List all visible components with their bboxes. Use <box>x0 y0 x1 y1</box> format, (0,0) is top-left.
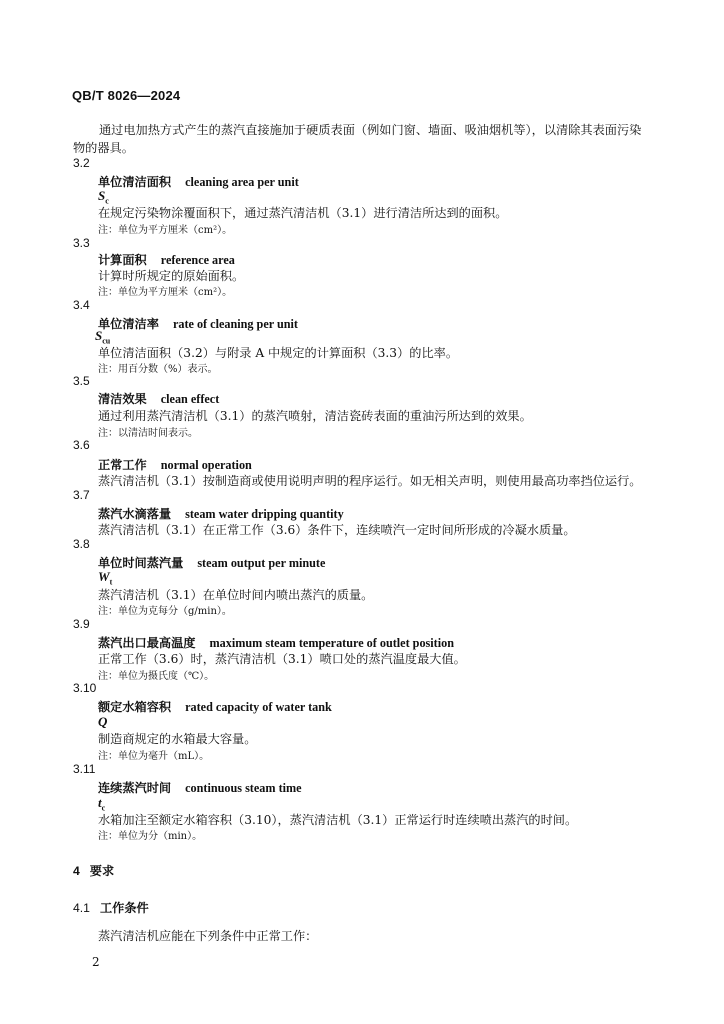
term-zh: 连续蒸汽时间 <box>98 781 172 795</box>
term-en: steam output per minute <box>197 556 326 570</box>
term-zh: 清洁效果 <box>98 392 147 406</box>
term-title <box>98 173 299 190</box>
term-symbol: $W_t$ <box>98 569 113 587</box>
term-zh: 单位时间蒸汽量 <box>98 556 184 570</box>
term-title <box>98 634 454 651</box>
term-definition: 蒸汽清洁机（3.1）在单位时间内喷出蒸汽的质量。 <box>98 588 374 602</box>
term-title <box>98 554 325 571</box>
section-title: 要求 <box>89 864 115 878</box>
term-note: 注：以清洁时间表示。 <box>98 428 198 439</box>
term-note: 注：单位为克每分（g/min）。 <box>98 606 232 617</box>
clause-number: 3.6 <box>73 438 90 452</box>
term-definition: 蒸汽清洁机（3.1）按制造商或使用说明声明的程序运行。如无相关声明，则使用最高功率挡位运行。 <box>98 474 642 488</box>
term-en: rate of cleaning per unit <box>172 317 298 331</box>
term-title <box>98 390 219 407</box>
term-note: 注：单位为摄氏度（℃）。 <box>98 671 215 682</box>
term-note: 注：单位为毫升（mL）。 <box>98 751 210 762</box>
clause-number: 3.4 <box>73 298 90 312</box>
section-number: 4 <box>73 864 80 878</box>
term-definition: 蒸汽清洁机（3.1）在正常工作（3.6）条件下，连续喷汽一定时间所形成的冷凝水质量。 <box>98 523 576 537</box>
clause-number: 3.5 <box>73 374 90 388</box>
standard-code-header: QB/T 8026—2024 <box>72 88 181 103</box>
term-definition: 通过利用蒸汽清洁机（3.1）的蒸汽喷射，清洁瓷砖表面的重油污所达到的效果。 <box>98 409 532 423</box>
term-definition: 制造商规定的水箱最大容量。 <box>98 732 257 746</box>
clause-number: 3.9 <box>73 617 90 631</box>
term-symbol: Q <box>98 714 108 729</box>
term-symbol: $S_c$ <box>98 188 109 206</box>
term-note: 注：单位为平方厘米（cm²）。 <box>98 287 233 298</box>
clause-number: 3.10 <box>73 681 97 695</box>
term-en: maximum steam temperature of outlet position <box>209 636 454 650</box>
term-definition: 计算时所规定的原始面积。 <box>98 269 245 283</box>
section-heading <box>73 862 114 879</box>
term-note: 注：单位为分（min）。 <box>98 831 203 842</box>
term-title <box>98 456 252 473</box>
term-title <box>98 779 302 796</box>
term-zh: 计算面积 <box>98 253 147 267</box>
term-zh: 单位清洁面积 <box>98 175 172 189</box>
subsection-number: 4.1 <box>73 901 90 915</box>
term-en: cleaning area per unit <box>185 175 299 189</box>
term-en: rated capacity of water tank <box>185 700 332 714</box>
term-en: steam water dripping quantity <box>185 507 344 521</box>
clause-number: 3.8 <box>73 537 90 551</box>
subsection-heading <box>73 899 149 916</box>
clause-number: 3.3 <box>73 236 90 250</box>
term-en: normal operation <box>160 458 252 472</box>
term-en: clean effect <box>160 392 220 406</box>
clause-number: 3.2 <box>73 156 90 170</box>
term-zh: 单位清洁率 <box>98 317 159 331</box>
clause-number: 3.7 <box>73 488 90 502</box>
subsection-text: 蒸汽清洁机应能在下列条件中正常工作： <box>98 929 318 943</box>
term-title <box>98 698 332 715</box>
term-definition: 在规定污染物涂覆面积下，通过蒸汽清洁机（3.1）进行清洁所达到的面积。 <box>98 206 508 220</box>
term-symbol: $t_c$ <box>98 795 106 813</box>
term-zh: 蒸汽出口最高温度 <box>98 636 196 650</box>
term-en: reference area <box>160 253 235 267</box>
definition-3-1-continuation: 通过电加热方式产生的蒸汽直接施加于硬质表面（例如门窗、墙面、吸油烟机等），以清除其表面污染物的器具。 <box>73 123 642 155</box>
term-definition: 水箱加注至额定水箱容积（3.10），蒸汽清洁机（3.1）正常运行时连续喷出蒸汽的时间。 <box>98 813 578 827</box>
term-title <box>98 251 235 268</box>
term-definition: 单位清洁面积（3.2）与附录 A 中规定的计算面积（3.3）的比率。 <box>98 346 459 360</box>
clause-number: 3.11 <box>73 762 96 776</box>
term-note: 注：用百分数（%）表示。 <box>98 364 218 375</box>
term-note: 注：单位为平方厘米（cm²）。 <box>98 225 233 236</box>
term-definition: 正常工作（3.6）时，蒸汽清洁机（3.1）喷口处的蒸汽温度最大值。 <box>98 652 466 666</box>
term-title <box>98 315 298 332</box>
term-en: continuous steam time <box>185 781 302 795</box>
term-zh: 蒸汽水滴落量 <box>98 507 172 521</box>
term-symbol: $S_{cu}$ <box>95 328 111 346</box>
term-title <box>98 505 344 522</box>
term-zh: 额定水箱容积 <box>98 700 172 714</box>
term-zh: 正常工作 <box>98 458 147 472</box>
subsection-title: 工作条件 <box>99 901 149 915</box>
page-number: 2 <box>92 955 100 969</box>
